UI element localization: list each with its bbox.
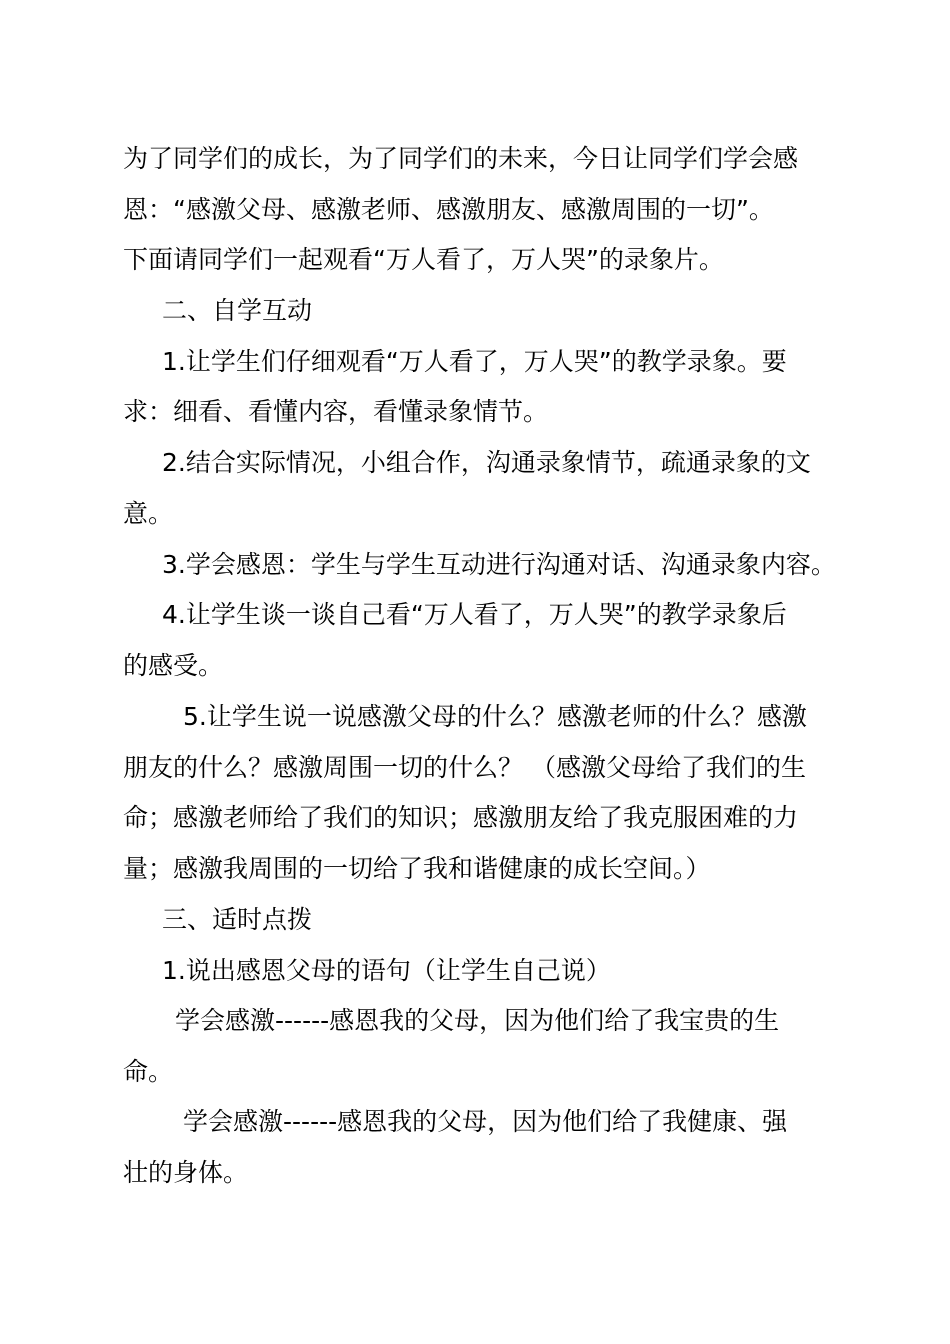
text-line: 为了同学们的成长，为了同学们的未来，今日让同学们学会感: [123, 144, 799, 173]
text-line: 5.让学生说一说感激父母的什么？感激老师的什么？感激: [183, 702, 807, 731]
text-line: 学会感激------感恩我的父母，因为他们给了我宝贵的生: [175, 1006, 780, 1035]
text-line: 的感受。: [123, 651, 224, 680]
text-line: 4.让学生谈一谈自己看“万人看了，万人哭”的教学录象后: [162, 600, 787, 629]
text-line: 学会感激------感恩我的父母，因为他们给了我健康、强: [183, 1107, 788, 1136]
section-heading: 三、适时点拨: [162, 905, 313, 934]
text-line: 恩：“感激父母、感激老师、感激朋友、感激周围的一切”。: [123, 195, 774, 224]
text-line: 朋友的什么？感激周围一切的什么？ （感激父母给了我们的生: [123, 753, 806, 782]
text-line: 下面请同学们一起观看“万人看了，万人哭”的录象片。: [123, 245, 724, 274]
text-line: 求：细看、看懂内容，看懂录象情节。: [123, 397, 549, 426]
text-line: 壮的身体。: [123, 1158, 249, 1187]
text-line: 命；感激老师给了我们的知识；感激朋友给了我克服困难的力: [123, 803, 799, 832]
text-line: 3.学会感恩：学生与学生互动进行沟通对话、沟通录象内容。: [162, 550, 836, 579]
section-heading: 二、自学互动: [162, 296, 313, 325]
text-line: 命。: [123, 1057, 174, 1086]
text-line: 1.让学生们仔细观看“万人看了，万人哭”的教学录象。要: [162, 347, 787, 376]
text-line: 2.结合实际情况，小组合作，沟通录象情节，疏通录象的文: [162, 448, 811, 477]
text-line: 量；感激我周围的一切给了我和谐健康的成长空间。）: [123, 854, 711, 883]
text-line: 1.说出感恩父母的语句（让学生自己说）: [162, 956, 611, 985]
text-line: 意。: [123, 499, 174, 528]
